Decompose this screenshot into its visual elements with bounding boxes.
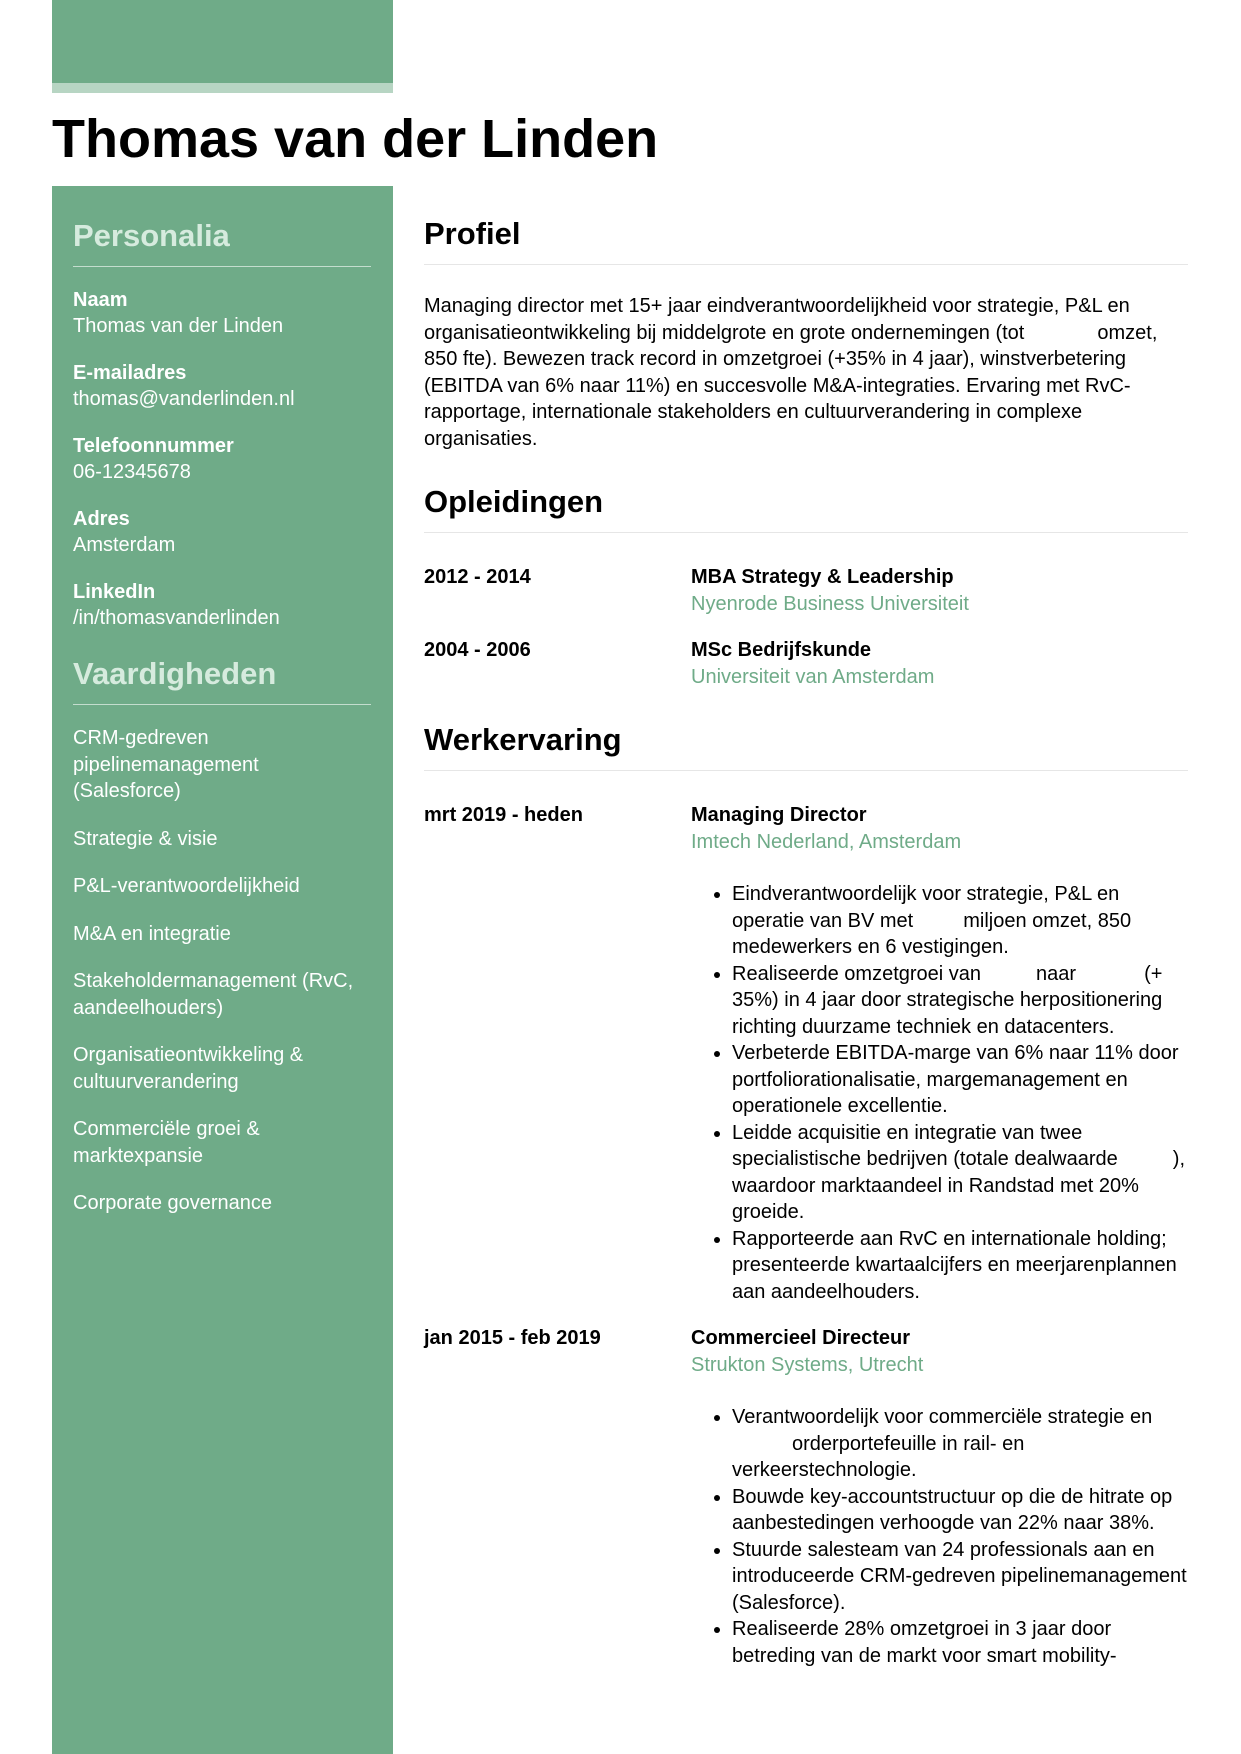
education-date: 2012 - 2014 [424,566,531,588]
personalia-list [73,267,371,631]
job-bullet: • Realiseerde 28% omzetgroei in 3 jaar door betreding van de markt voor smart mobility- [732,1616,1188,1669]
job-bullet: • Verbeterde EBITDA-marge van 6% naar 11% door portfoliorationalisatie, margemanagement en operationele excellentie. [732,1040,1188,1120]
personalia-item-linkedin [73,579,371,631]
personalia-item-email [73,360,371,412]
job-date: jan 2015 - feb 2019 [424,1327,601,1349]
profile-text-part: Managing director met 15+ jaar eindverantwoordelijkheid voor strategie, P&L en organisatieontwikkeling bij middelgrote en grote ondernemingen (tot [424,295,1130,344]
personalia-heading: Personalia [73,218,371,267]
skill-item: Organisatieontwikkeling & cultuurverandering [73,1044,304,1093]
personalia-value: Amsterdam [73,534,176,556]
bullet-text: (+ [1144,962,1163,985]
personalia-label: LinkedIn [73,581,156,603]
skill-item: P&L-verantwoordelijkheid [73,875,300,897]
bullet-text: 35%) in 4 jaar door strategische herpositionering richting duurzame techniek en datacenters. [732,989,1163,1038]
bullet-text: Eindverantwoordelijk voor strategie, P&L en operatie van BV met [732,883,1120,932]
skill-item: CRM-gedreven pipelinemanagement (Salesforce) [73,727,259,802]
personalia-label: E-mailadres [73,362,187,384]
skill-item: Corporate governance [73,1192,273,1214]
profile-text-part: omzet, 850 fte). Bewezen track record in omzetgroei (+35% in 4 jaar), winstverbetering (EBITDA van 6% naar 11%) en succesvolle M&A-integraties. Ervaring met RvC-rapportage, internationale stakeholders en cultuurverandering in complexe organisaties. [424,321,1158,450]
header-accent-strip [52,83,393,93]
job-bullet: • Stuurde salesteam van 24 professionals aan en introduceerde CRM-gedreven pipelinemanagement (Salesforce). [732,1537,1188,1617]
personalia-item-name [73,287,371,339]
bullet-text: miljoen omzet, 850 medewerkers en 6 vestigingen. [732,909,1132,958]
job-title: Commercieel Directeur [691,1327,910,1349]
experience-list [424,771,1188,1669]
experience-section [424,722,1188,1669]
job-bullet [732,1120,1188,1226]
personalia-value: 06-12345678 [73,461,191,483]
candidate-name: Thomas van der Linden [52,109,659,169]
bullet-text: Realiseerde omzetgroei van [732,962,982,985]
main-content [424,186,1188,1689]
skill-item: Commerciële groei & marktexpansie [73,1118,260,1167]
education-list [424,533,1188,690]
education-institution: Nyenrode Business Universiteit [691,592,969,615]
personalia-value: /in/thomasvanderlinden [73,607,280,629]
personalia-item-address [73,506,371,558]
education-title: MBA Strategy & Leadership [691,566,954,588]
bullet-text: Leidde acquisitie en integratie van twee specialistische bedrijven (totale dealwaarde [732,1121,1118,1170]
education-institution: Universiteit van Amsterdam [691,665,935,688]
job-company: Imtech Nederland, Amsterdam [691,830,962,853]
job-bullet [732,1404,1188,1484]
job-bullets [691,881,1188,1305]
profile-text [424,293,1188,452]
education-entry [424,637,1188,690]
job-bullet [732,961,1188,1041]
personalia-value: Thomas van der Linden [73,315,284,337]
personalia-label: Naam [73,289,128,311]
bullet-text: naar [1036,962,1077,985]
header-color-block [52,0,393,83]
personalia-value: thomas@vanderlinden.nl [73,388,295,410]
bullet-text: orderportefeuille in rail- en verkeerstechnologie. [732,1432,1025,1481]
education-entry [424,564,1188,617]
job-bullet: • Rapporteerde aan RvC en internationale holding; presenteerde kwartaalcijfers en meerjarenplannen aan aandeelhouders. [732,1226,1188,1306]
job-entry [424,1325,1188,1669]
personalia-item-phone [73,433,371,485]
skills-list [73,705,371,1217]
job-date: mrt 2019 - heden [424,804,583,826]
skill-item: Stakeholdermanagement (RvC, aandeelhouders) [73,970,354,1019]
education-section [424,484,1188,690]
skills-heading: Vaardigheden [73,656,371,705]
bullet-text: Verantwoordelijk voor commerciële strategie en [732,1406,1153,1428]
job-title: Managing Director [691,804,867,826]
bullet-text: ), waardoor marktaandeel in Randstad met 20% groeide. [732,1148,1185,1223]
education-date: 2004 - 2006 [424,639,531,661]
job-bullet [732,881,1188,961]
sidebar [52,186,393,1754]
skill-item: Strategie & visie [73,827,218,850]
job-bullets [691,1404,1188,1669]
profile-heading: Profiel [424,186,1188,265]
job-bullet: • Bouwde key-accountstructuur op die de hitrate op aanbestedingen verhoogde van 22% naar 38%. [732,1484,1188,1537]
personalia-label: Telefoonnummer [73,435,234,457]
experience-heading: Werkervaring [424,722,1188,771]
education-title: MSc Bedrijfskunde [691,639,872,661]
skill-item: M&A en integratie [73,922,231,945]
job-entry [424,802,1188,1305]
profile-section [424,186,1188,452]
job-company: Strukton Systems, Utrecht [691,1353,924,1376]
personalia-label: Adres [73,508,130,530]
education-heading: Opleidingen [424,484,1188,533]
